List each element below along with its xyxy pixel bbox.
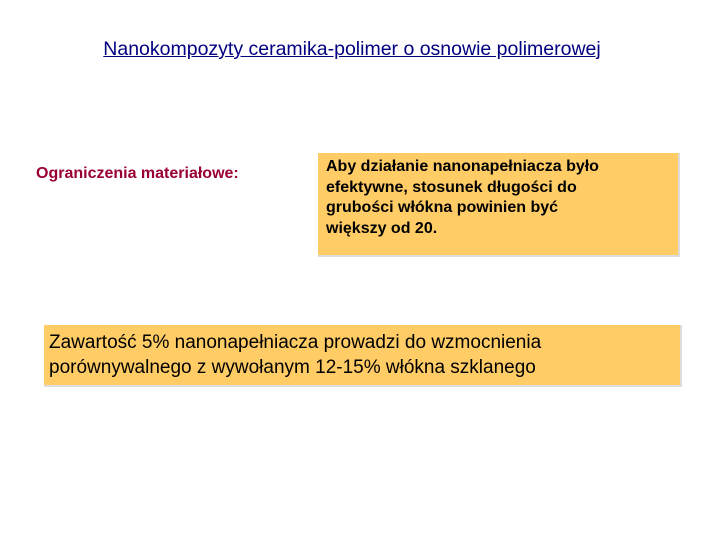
fiber-ratio-note-line: większy od 20. — [326, 219, 438, 237]
constraints-label: Ograniczenia materiałowe: — [36, 165, 239, 182]
fiber-ratio-note-line: Aby działanie nanonapełniacza było — [326, 158, 599, 175]
fiber-ratio-note-line: efektywne, stosunek długości do — [326, 178, 577, 196]
slide-title: Nanokompozyty ceramika-polimer o osnowie polimerowej — [103, 38, 601, 60]
fiber-ratio-note-box — [318, 153, 680, 257]
filler-content-note-box — [44, 325, 682, 387]
filler-content-note-line: porównywalnego z wywołanym 12-15% włókna szklanego — [49, 357, 536, 378]
fiber-ratio-note-line: grubości włókna powinien być — [326, 199, 559, 216]
filler-content-note-line: Zawartość 5% nanonapełniacza prowadzi do wzmocnienia — [49, 332, 542, 353]
